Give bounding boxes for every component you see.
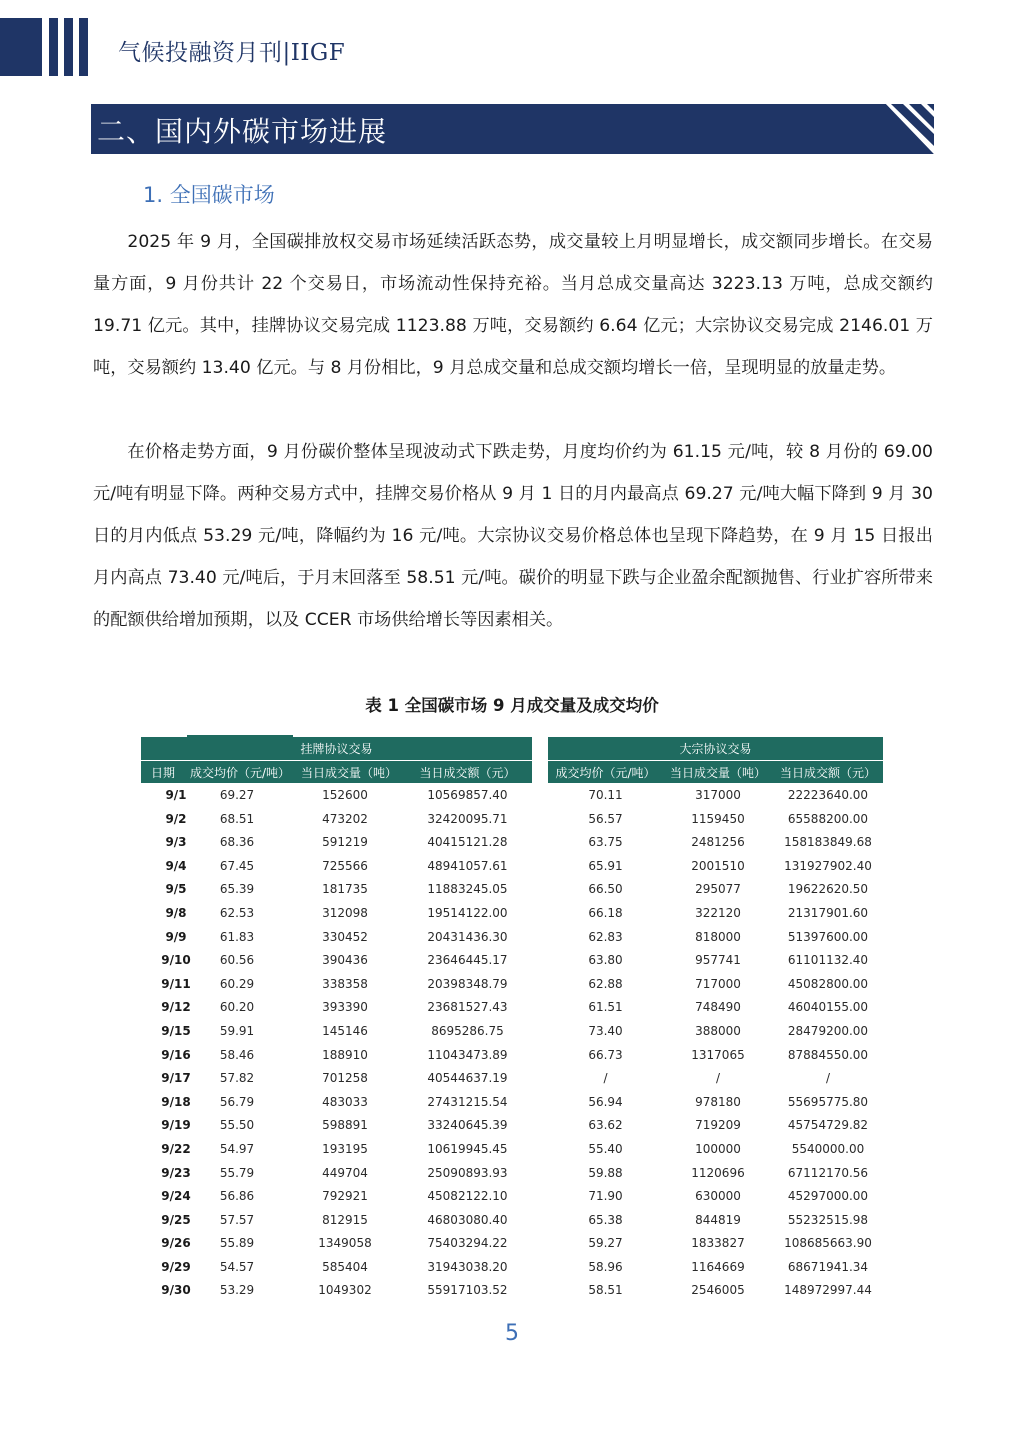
cell-listed-price: 55.50 (219, 1118, 255, 1133)
cell-block-price: 73.40 (588, 1023, 623, 1038)
cell-block-amount: 65588200.00 (787, 811, 869, 826)
cell-date: 9/3 (165, 835, 187, 850)
cell-block-price: 59.27 (588, 1236, 623, 1251)
cell-listed-price: 55.89 (219, 1236, 255, 1251)
cell-block-price: 56.94 (588, 1094, 623, 1109)
table-row (141, 1163, 883, 1187)
cell-block-amount: 45754729.82 (787, 1118, 869, 1133)
cell-block-amount: 148972997.44 (784, 1283, 872, 1298)
cell-block-price: 66.50 (588, 882, 623, 897)
table-row (141, 1092, 883, 1116)
cell-listed-price: 53.29 (219, 1283, 255, 1298)
cell-block-price: 59.88 (588, 1165, 623, 1180)
cell-listed-amount: 25090893.93 (427, 1165, 508, 1180)
cell-listed-volume: 330452 (322, 929, 368, 944)
cell-date: 9/16 (161, 1047, 191, 1062)
cell-listed-price: 55.79 (219, 1165, 255, 1180)
cell-block-price: 63.62 (588, 1118, 623, 1133)
paragraph-price-trend: 在价格走势方面，9 月份碳价整体呈现波动式下跌走势，月度均价约为 61.15 元/吨，较 8 月份的 69.00 元/吨有明显下降。两种交易方式中，挂牌交易价格从 9 月 1 日的月内最高点 69.27 元/吨大幅下降到 9 月 30 日的月内低点 53.29 元/吨，降幅约为 16 元/吨。大宗协议交易价格总体也呈现下降趋势，在 9 月 15 日报出月内高点 73.40 元/吨后，于月末回落至 58.51 元/吨。碳价的明显下跌与企业盈余配额抛售、行业扩容所带来的配额供给增加预期，以及 CCER 市场供给增长等因素相关。 (93, 442, 933, 630)
cell-block-price: 58.96 (588, 1259, 623, 1274)
cell-block-amount: 28479200.00 (787, 1023, 869, 1038)
cell-block-price: 55.40 (588, 1141, 623, 1156)
cell-block-volume: 2001510 (691, 858, 745, 873)
cell-block-price: 62.83 (588, 929, 623, 944)
col-header-block-price: 成交均价（元/吨） (548, 761, 663, 783)
table-row (141, 785, 883, 809)
cell-listed-volume: 449704 (322, 1165, 368, 1180)
cell-listed-amount: 40544637.19 (427, 1071, 508, 1086)
cell-block-price: 70.11 (588, 788, 623, 802)
col-header-block-volume: 当日成交量（吨） (663, 761, 773, 783)
table-row (141, 809, 883, 833)
section-subtitle: 1. 全国碳市场 (143, 183, 275, 207)
cell-listed-price: 67.45 (219, 858, 255, 873)
cell-listed-price: 56.79 (219, 1094, 255, 1109)
cell-date: 9/10 (161, 953, 191, 968)
table-row (141, 1021, 883, 1045)
cell-listed-amount: 23681527.43 (427, 1000, 508, 1015)
cell-block-volume: 1164669 (691, 1259, 745, 1274)
col-header-listed-amount: 当日成交额（元） (403, 761, 532, 783)
group-header-block: 大宗协议交易 (548, 737, 883, 760)
col-header-listed-price: 成交均价（元/吨） (185, 761, 295, 783)
cell-block-volume: 719209 (695, 1118, 741, 1133)
cell-listed-amount: 11883245.05 (427, 882, 508, 897)
cell-block-price: 61.51 (588, 1000, 623, 1015)
cell-block-volume: 295077 (695, 882, 741, 897)
table-row (141, 927, 883, 951)
cell-date: 9/15 (161, 1023, 191, 1038)
cell-listed-amount: 19514122.00 (427, 905, 508, 920)
cell-block-amount: 67112170.56 (787, 1165, 869, 1180)
cell-listed-volume: 393390 (322, 1000, 368, 1015)
cell-listed-volume: 338358 (322, 976, 368, 991)
table-body (141, 785, 883, 1304)
cell-listed-amount: 11043473.89 (427, 1047, 508, 1062)
cell-block-volume: 1833827 (691, 1236, 745, 1251)
cell-listed-volume: 1049302 (318, 1283, 372, 1298)
cell-block-price: / (603, 1071, 608, 1086)
cell-block-amount: 61101132.40 (787, 953, 869, 968)
table-row (141, 1280, 883, 1304)
table-row (141, 1257, 883, 1281)
cell-date: 9/9 (165, 929, 187, 944)
cell-block-amount: 21317901.60 (787, 905, 869, 920)
cell-block-price: 63.75 (588, 835, 623, 850)
cell-listed-amount: 75403294.22 (427, 1236, 508, 1251)
cell-date: 9/29 (161, 1259, 191, 1274)
cell-block-price: 63.80 (588, 953, 623, 968)
cell-block-amount: 158183849.68 (784, 835, 872, 850)
cell-block-price: 66.73 (588, 1047, 623, 1062)
cell-date: 9/24 (161, 1189, 191, 1204)
cell-listed-price: 62.53 (219, 905, 255, 920)
cell-block-volume: 2546005 (691, 1283, 745, 1298)
cell-date: 9/1 (165, 788, 187, 802)
cell-block-volume: 388000 (695, 1023, 741, 1038)
cell-listed-volume: 145146 (322, 1023, 368, 1038)
cell-listed-amount: 48941057.61 (427, 858, 508, 873)
group-header-listed: 挂牌协议交易 (141, 737, 532, 760)
cell-block-volume: / (715, 1071, 721, 1086)
cell-block-amount: 55232515.98 (787, 1212, 869, 1227)
cell-listed-amount: 46803080.40 (427, 1212, 508, 1227)
cell-block-amount: 22223640.00 (787, 788, 869, 802)
cell-listed-amount: 23646445.17 (427, 953, 508, 968)
cell-date: 9/5 (165, 882, 187, 897)
table-row (141, 1068, 883, 1092)
cell-block-amount: 108685663.90 (784, 1236, 872, 1251)
table-row (141, 832, 883, 856)
cell-listed-volume: 792921 (322, 1189, 368, 1204)
cell-block-amount: / (825, 1071, 831, 1086)
table-row (141, 974, 883, 998)
cell-block-volume: 978180 (695, 1094, 741, 1109)
cell-date: 9/12 (161, 1000, 191, 1015)
section-banner (91, 104, 934, 154)
paragraph-trading-volume: 2025 年 9 月，全国碳排放权交易市场延续活跃态势，成交量较上月明显增长，成交额同步增长。在交易量方面，9 月份共计 22 个交易日，市场流动性保持充裕。当月总成交量高达 3223.13 万吨，总成交额约 19.71 亿元。其中，挂牌协议交易完成 1123.88 万吨，交易额约 6.64 亿元；大宗协议交易完成 2146.01 万吨，交易额约 13.40 亿元。与 8 月份相比，9 月总成交量和总成交额均增长一倍，呈现明显的放量走势。 (93, 232, 933, 378)
cell-block-price: 65.91 (588, 858, 623, 873)
header-logo-bars (0, 18, 95, 76)
cell-block-amount: 46040155.00 (787, 1000, 869, 1015)
cell-block-amount: 45082800.00 (787, 976, 869, 991)
table-row (141, 903, 883, 927)
cell-block-volume: 1317065 (691, 1047, 745, 1062)
cell-listed-volume: 152600 (322, 788, 368, 802)
cell-block-amount: 5540000.00 (791, 1141, 865, 1156)
cell-listed-amount: 10619945.45 (427, 1141, 508, 1156)
cell-listed-volume: 312098 (322, 905, 368, 920)
cell-listed-volume: 193195 (322, 1141, 368, 1156)
table-row (141, 856, 883, 880)
cell-listed-price: 54.57 (219, 1259, 255, 1274)
table-row (141, 1233, 883, 1257)
cell-listed-volume: 812915 (322, 1212, 368, 1227)
cell-block-price: 66.18 (588, 905, 623, 920)
cell-date: 9/4 (165, 858, 187, 873)
cell-listed-amount: 45082122.10 (427, 1189, 508, 1204)
cell-listed-volume: 585404 (322, 1259, 368, 1274)
cell-date: 9/26 (161, 1236, 191, 1251)
cell-listed-price: 69.27 (219, 788, 255, 802)
cell-block-amount: 19622620.50 (787, 882, 869, 897)
cell-listed-price: 54.97 (219, 1141, 255, 1156)
cell-listed-volume: 725566 (322, 858, 368, 873)
header-title: 气候投融资月刊|IIGF (118, 40, 346, 66)
cell-block-price: 65.38 (588, 1212, 623, 1227)
col-header-date: 日期 (141, 761, 185, 783)
col-header-block-amount: 当日成交额（元） (773, 761, 883, 783)
cell-listed-volume: 591219 (322, 835, 368, 850)
col-header-listed-volume: 当日成交量（吨） (295, 761, 403, 783)
section-title: 二、国内外碳市场进展 (97, 115, 388, 148)
cell-date: 9/11 (161, 976, 191, 991)
table-row (141, 997, 883, 1021)
cell-listed-amount: 55917103.52 (427, 1283, 508, 1298)
cell-listed-volume: 473202 (322, 811, 368, 826)
cell-date: 9/22 (161, 1141, 191, 1156)
cell-block-volume: 317000 (695, 788, 741, 802)
cell-block-amount: 87884550.00 (787, 1047, 869, 1062)
cell-listed-price: 57.57 (219, 1212, 255, 1227)
page-number: 5 (505, 1321, 519, 1346)
cell-listed-price: 56.86 (219, 1189, 255, 1204)
cell-listed-price: 61.83 (219, 929, 255, 944)
cell-block-volume: 630000 (695, 1189, 741, 1204)
cell-date: 9/8 (165, 905, 187, 920)
cell-date: 9/23 (161, 1165, 191, 1180)
cell-block-amount: 68671941.34 (787, 1259, 869, 1274)
cell-listed-volume: 701258 (322, 1071, 368, 1086)
cell-listed-price: 57.82 (219, 1071, 255, 1086)
cell-listed-price: 60.56 (219, 953, 255, 968)
table-row (141, 1045, 883, 1069)
cell-listed-price: 60.20 (219, 1000, 255, 1015)
cell-block-volume: 2481256 (691, 835, 745, 850)
cell-block-volume: 818000 (695, 929, 741, 944)
cell-date: 9/17 (161, 1071, 191, 1086)
cell-listed-price: 68.36 (219, 835, 255, 850)
table-row (141, 1139, 883, 1163)
cell-block-amount: 45297000.00 (787, 1189, 869, 1204)
cell-block-price: 58.51 (588, 1283, 623, 1298)
table-row (141, 879, 883, 903)
cell-listed-amount: 40415121.28 (427, 835, 508, 850)
cell-listed-amount: 32420095.71 (427, 811, 508, 826)
cell-block-volume: 748490 (695, 1000, 741, 1015)
cell-block-price: 62.88 (588, 976, 623, 991)
cell-date: 9/25 (161, 1212, 191, 1227)
cell-block-volume: 957741 (695, 953, 741, 968)
cell-listed-amount: 20398348.79 (427, 976, 508, 991)
cell-block-volume: 1159450 (691, 811, 745, 826)
table-row (141, 950, 883, 974)
cell-block-volume: 1120696 (691, 1165, 745, 1180)
cell-listed-price: 68.51 (219, 811, 255, 826)
cell-listed-volume: 390436 (322, 953, 368, 968)
table-row (141, 1115, 883, 1139)
cell-block-price: 71.90 (588, 1189, 623, 1204)
cell-date: 9/2 (165, 811, 187, 826)
table-row (141, 1210, 883, 1234)
cell-listed-amount: 8695286.75 (431, 1023, 504, 1038)
cell-listed-volume: 181735 (322, 882, 368, 897)
cell-block-amount: 55695775.80 (787, 1094, 869, 1109)
cell-listed-volume: 188910 (322, 1047, 368, 1062)
cell-block-amount: 131927902.40 (784, 858, 872, 873)
cell-listed-volume: 483033 (322, 1094, 368, 1109)
cell-block-volume: 717000 (695, 976, 741, 991)
table-caption: 表 1 全国碳市场 9 月成交量及成交均价 (365, 696, 659, 715)
cell-block-amount: 51397600.00 (787, 929, 869, 944)
table-row (141, 1186, 883, 1210)
cell-listed-price: 65.39 (219, 882, 255, 897)
cell-date: 9/30 (161, 1283, 191, 1298)
cell-date: 9/18 (161, 1094, 191, 1109)
cell-listed-price: 59.91 (219, 1023, 255, 1038)
cell-listed-price: 58.46 (219, 1047, 255, 1062)
cell-listed-amount: 33240645.39 (427, 1118, 508, 1133)
cell-listed-amount: 10569857.40 (427, 788, 508, 802)
cell-block-volume: 322120 (695, 905, 741, 920)
cell-listed-amount: 20431436.30 (427, 929, 508, 944)
cell-listed-volume: 1349058 (318, 1236, 372, 1251)
cell-block-price: 56.57 (588, 811, 623, 826)
cell-date: 9/19 (161, 1118, 191, 1133)
cell-block-volume: 844819 (695, 1212, 741, 1227)
cell-block-volume: 100000 (695, 1141, 741, 1156)
cell-listed-volume: 598891 (322, 1118, 368, 1133)
cell-listed-price: 60.29 (219, 976, 255, 991)
cell-listed-amount: 31943038.20 (427, 1259, 508, 1274)
cell-listed-amount: 27431215.54 (427, 1094, 508, 1109)
